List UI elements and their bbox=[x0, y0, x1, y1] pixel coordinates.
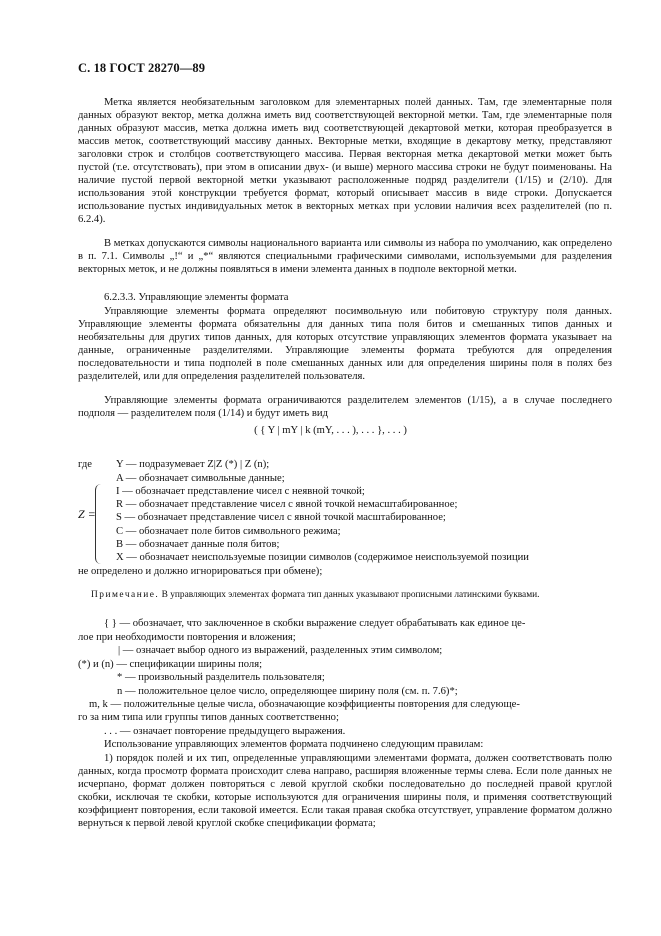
paragraph-label-symbols: В метках допускаются символы национального варианта или символы из набора по умолчанию, как определено в п. 7.1. Символы „!“ и „*“ являются специальными графическими символами, используемыми для разделения векторных меток, и не должны появляться в имени элемента данных в подполе векторной метки. bbox=[78, 238, 612, 275]
mk-definition-continuation: го за ним типа или группы типов данных соответственно; bbox=[78, 712, 339, 723]
star-definition: * — произвольный разделитель пользователя; bbox=[117, 672, 325, 683]
paragraph-format-delimiters: Управляющие элементы формата ограничиваются разделителем элементов (1/15), а в случае последнего подполя — разделителем поля (1/14) и будут иметь вид bbox=[78, 395, 612, 419]
width-spec-definition: (*) и (n) — спецификации ширины поля; bbox=[78, 659, 263, 670]
definition-r: R — обозначает представление чисел с явной точкой немасштабированное; bbox=[116, 499, 458, 510]
definition-y: Y — подразумевает Z|Z (*) | Z (n); bbox=[116, 459, 270, 470]
definition-c: C — обозначает поле битов символьного режима; bbox=[116, 526, 341, 537]
definition-x: X — обозначает неиспользуемые позиции символов (содержимое неиспользуемой позиции bbox=[116, 552, 529, 563]
rules-intro: Использование управляющих элементов формата подчинено следующим правилам: bbox=[104, 739, 484, 750]
braces-definition-continuation: лое при необходимости повторения и вложения; bbox=[78, 632, 296, 643]
where-label: где bbox=[78, 459, 92, 470]
dots-definition: . . . — означает повторение предыдущего выражения. bbox=[104, 726, 346, 737]
format-formula: ( { Y | mY | k (mY, . . . ), . . . }, . . . ) bbox=[254, 425, 407, 436]
rule-1: 1) порядок полей и их тип, определенные управляющими элементами формата, должен соответствовать полю данных, когда просмотр формата происходит слева направо, расширяя вложенные термы слева. Если поле данных не исчерпано, формат должен повторяться с левой круглой скобки последовательно до последней правой круглой скобки, исключая те скобки, которые используются для ограничения ширины поля, и применяя соответствующий коэффициент повторения, если таковой имеется. Если такая правая скобка отсутствует, управление форматом должно вернуться к первой левой круглой скобке спецификации формата; bbox=[78, 753, 612, 829]
paragraph-label-description: Метка является необязательным заголовком для элементарных полей данных. Там, где элементарные поля данных образуют вектор, метка должна иметь вид соответствующей векторной метки. Там, где элементарные поля данных образуют массив, метка должна иметь вид соответствующей декартовой метки, которая преобразуется в массив меток, соответствующий массиву данных. Векторные метки, входящие в декартову метку, представляют заголовки строк и столбцов соответствующего массива. Первая векторная метка декартовой метки может быть пустой (т.е. отсутствовать), при этом в описании двух- (и выше) мерного массива строки не будут поименованы. На наличие пустой первой векторной метки указывают расположенные подряд разделители (1/15) и (2/10). Для использования этой конструкции требуется формат, который описывает массив в виде строки. Допускается использование пустых индивидуальных меток в векторных метках при условии наличия всех разделителей (по п. 6.2.4). bbox=[78, 97, 612, 225]
definition-s: S — обозначает представление чисел с явной точкой масштабированное; bbox=[116, 512, 446, 523]
definition-b: B — обозначает данные поля битов; bbox=[116, 539, 280, 550]
note bbox=[78, 589, 612, 601]
note-text: В управляющих элементах формата тип данных указывают прописными латинскими буквами. bbox=[161, 590, 540, 600]
mk-definition: m, k — положительные целые числа, обозначающие коэффициенты повторения для следующе- bbox=[89, 699, 520, 710]
page-header: С. 18 ГОСТ 28270—89 bbox=[78, 61, 206, 75]
section-heading: 6.2.3.3. Управляющие элементы формата bbox=[104, 292, 289, 303]
note-label: Примечание. bbox=[91, 590, 160, 600]
n-definition: n — положительное целое число, определяющее ширину поля (см. п. 7.6)*; bbox=[117, 686, 458, 697]
braces-definition: { } — обозначает, что заключенное в скобки выражение следует обрабатывать как единое це- bbox=[104, 618, 526, 629]
pipe-definition: | — означает выбор одного из выражений, разделенных этим символом; bbox=[118, 645, 443, 656]
left-brace bbox=[95, 484, 105, 564]
definition-a: A — обозначает символьные данные; bbox=[116, 473, 285, 484]
definition-i: I — обозначает представление чисел с неявной точкой; bbox=[116, 486, 365, 497]
paragraph-format-controls: Управляющие элементы формата определяют посимвольную или побитовую структуру поля данных. Управляющие элементы формата обязательны для данных типа поля битов и смешанных типов данных и необязательны для других типов данных, для которых отсутствие управляющих элементов формата указывает на данные, ограниченные разделителями. Управляющие элементы формата требуются для определения последовательности и типа подполей в поле смешанных данных или для определения ширины поля в полях без разделителей, или для определения разделителей пользователя. bbox=[78, 306, 612, 382]
z-label: Z = bbox=[78, 507, 96, 521]
definition-x-continuation: не определено и должно игнорироваться при обмене); bbox=[78, 566, 323, 577]
